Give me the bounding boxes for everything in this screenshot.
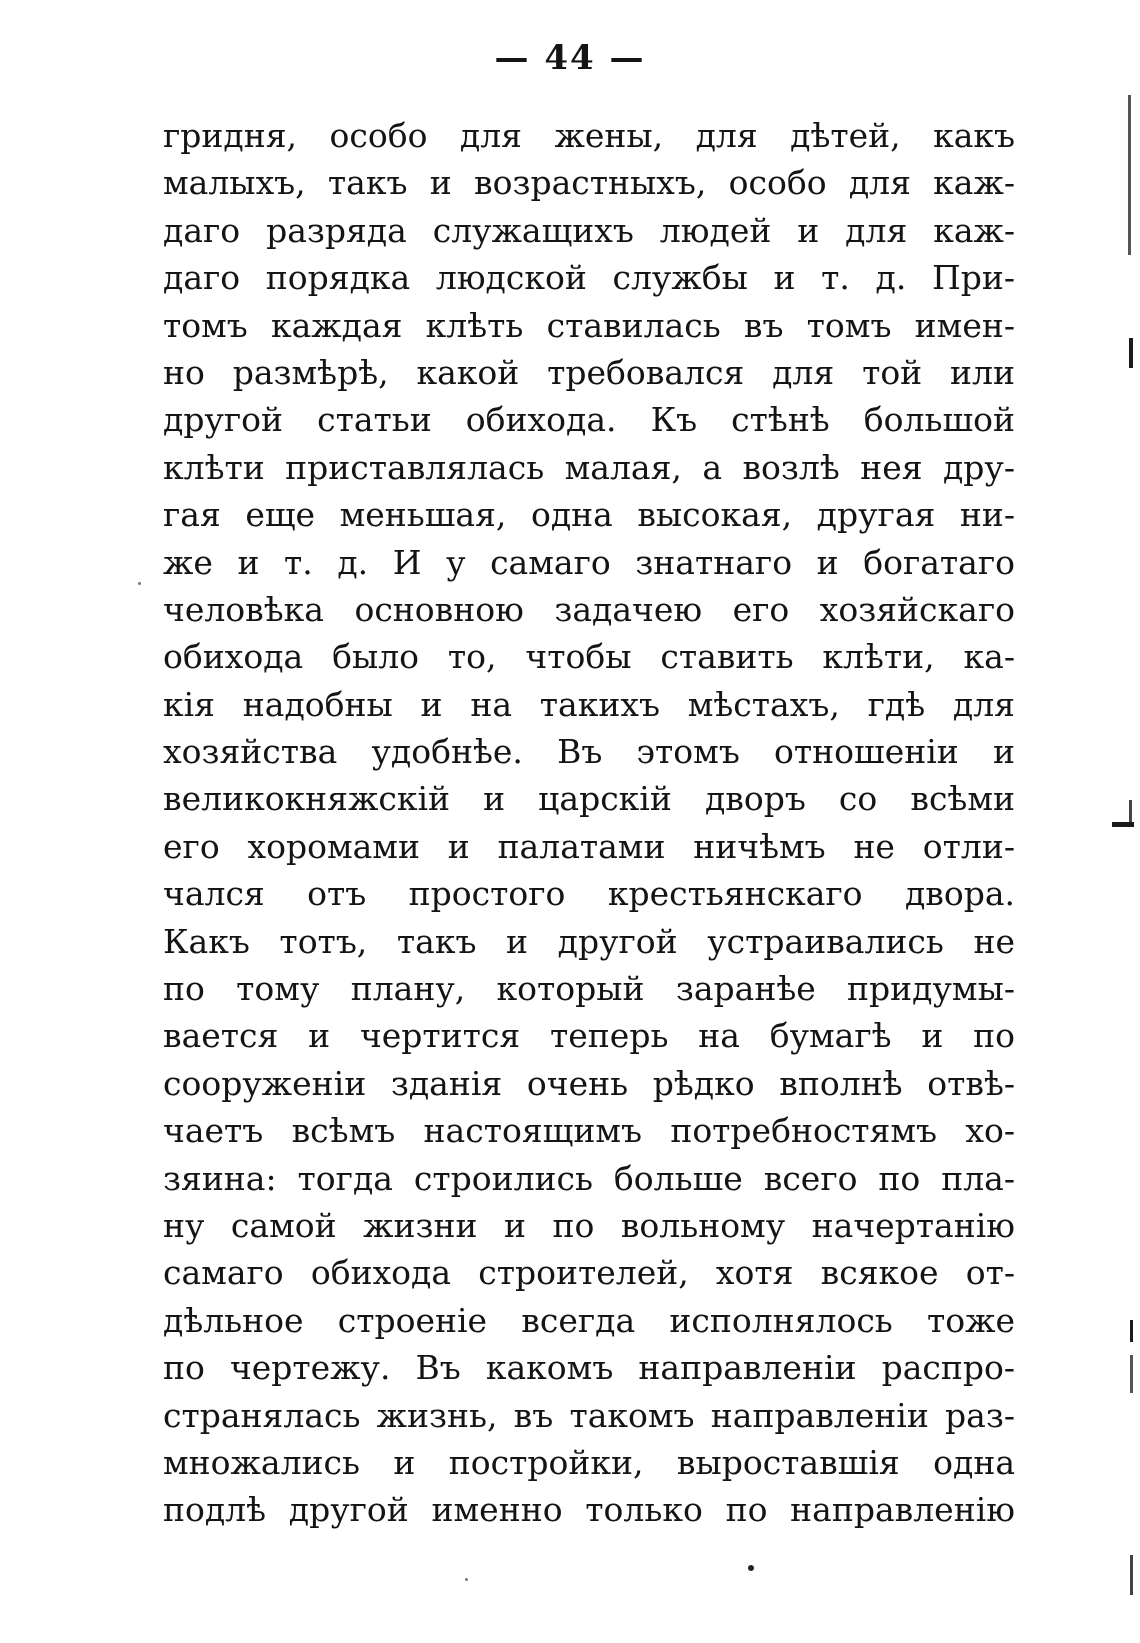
text-line: по тому плану, который заранѣе придумы- (163, 969, 1015, 1009)
text-line: другой статьи обихода. Къ стѣнѣ большой (163, 400, 1015, 440)
text-line: же и т. д. И у самаго знатнаго и богатаго (163, 542, 1015, 582)
text-line: клѣти приставлялась малая, а возлѣ нея дру- (163, 447, 1015, 487)
text-line: даго разряда служащихъ людей и для каж- (163, 210, 1015, 250)
text-line: кія надобны и на такихъ мѣстахъ, гдѣ для (163, 684, 1015, 724)
text-line: самаго обихода строителей, хотя всякое от- (163, 1253, 1015, 1293)
scan-edge-mark (1129, 800, 1132, 822)
text-line: томъ каждая клѣть ставилась въ томъ имен- (163, 305, 1015, 345)
text-line: подлѣ другой именно только по направленію (163, 1490, 1015, 1530)
scan-edge-mark (1129, 338, 1133, 368)
text-line: чался отъ простого крестьянскаго двора. (163, 874, 1015, 914)
text-line: но размѣрѣ, какой требовался для той или (163, 352, 1015, 392)
text-line: хозяйства удобнѣе. Въ этомъ отношеніи и (163, 732, 1015, 772)
text-line: странялась жизнь, въ такомъ направленіи раз- (163, 1395, 1015, 1435)
text-line: зяина: тогда строились больше всего по пла- (163, 1158, 1015, 1198)
page-number: — 44 — (494, 38, 646, 78)
scan-speck (748, 1565, 754, 1571)
text-line: вается и чертится теперь на бумагѣ и по (163, 1016, 1015, 1056)
text-line: множались и постройки, выроставшія одна (163, 1442, 1015, 1482)
scan-edge-mark (1112, 822, 1134, 827)
scan-edge-mark (1130, 1555, 1133, 1595)
scan-speck (465, 1578, 468, 1581)
scan-edge-mark (1128, 95, 1131, 255)
text-line: обихода было то, чтобы ставить клѣти, ка- (163, 637, 1015, 677)
text-line: малыхъ, такъ и возрастныхъ, особо для каж- (163, 163, 1015, 203)
text-line: гридня, особо для жены, для дѣтей, какъ (163, 116, 1015, 155)
text-line: человѣка основною задачею его хозяйскаго (163, 589, 1015, 629)
body-text (163, 112, 1015, 1534)
text-line: Какъ тотъ, такъ и другой устраивались не (163, 921, 1015, 961)
text-line: гая еще меньшая, одна высокая, другая ни- (163, 495, 1015, 535)
text-line: ну самой жизни и по вольному начертанію (163, 1205, 1015, 1245)
text-line: даго порядка людской службы и т. д. При- (163, 258, 1015, 298)
text-line: великокняжскій и царскій дворъ со всѣми (163, 779, 1015, 819)
scan-edge-mark (1130, 1355, 1133, 1393)
text-line: его хоромами и палатами ничѣмъ не отли- (163, 826, 1015, 866)
text-line: по чертежу. Въ какомъ направленіи распро- (163, 1348, 1015, 1388)
text-line: сооруженіи зданія очень рѣдко вполнѣ отвѣ- (163, 1063, 1015, 1103)
text-line: дѣльное строеніе всегда исполнялось тоже (163, 1300, 1015, 1340)
scan-speck (138, 582, 141, 585)
text-line: чаетъ всѣмъ настоящимъ потребностямъ хо- (163, 1111, 1015, 1151)
scan-edge-mark (1130, 1320, 1133, 1342)
